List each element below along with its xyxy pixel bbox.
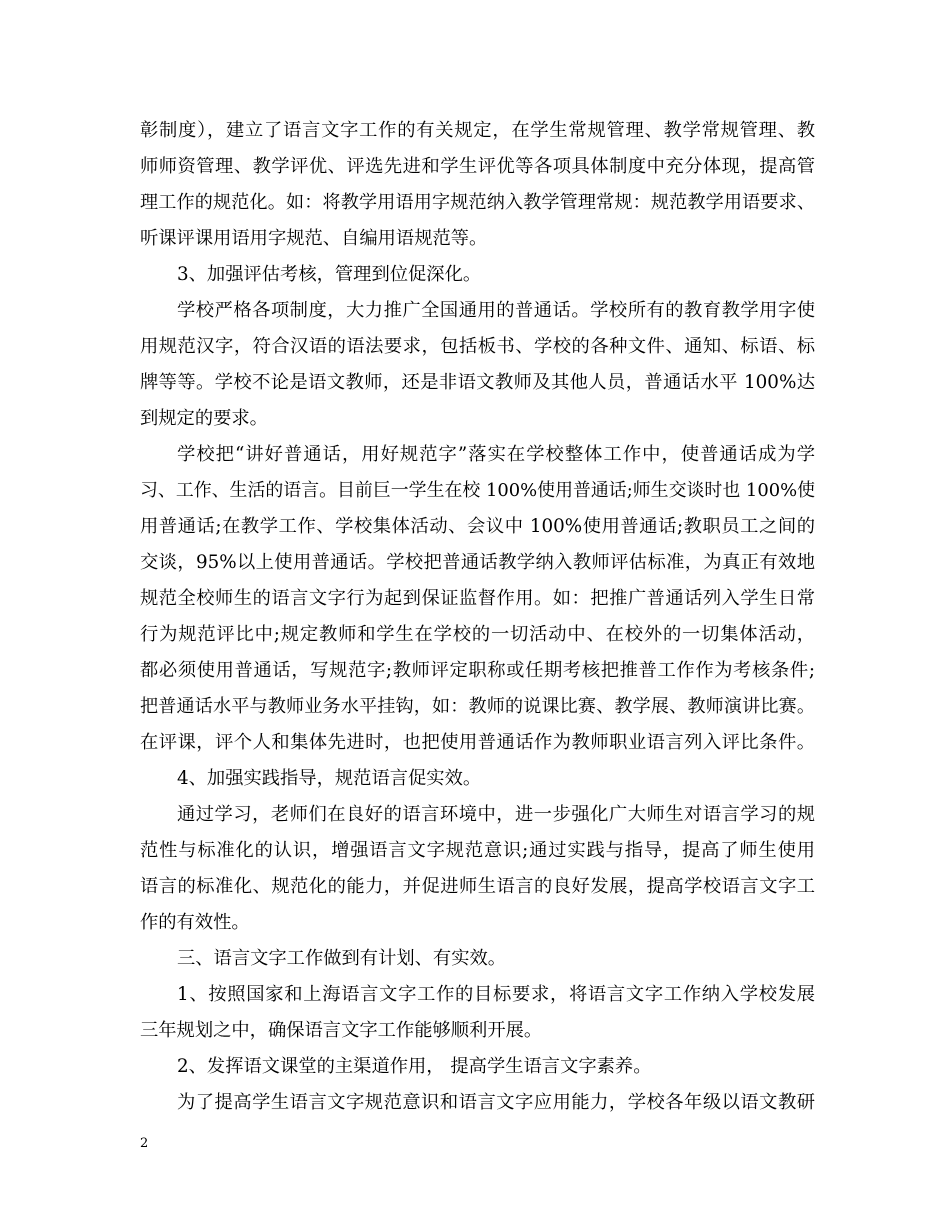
text-line: 师师资管理、教学评优、评选先进和学生评优等各项具体制度中充分体现，提高管 [140, 156, 815, 177]
text-line: 为了提高学生语言文字规范意识和语言文字应用能力，学校各年级以语文教研 [177, 1092, 815, 1113]
text-line: 在评课，评个人和集体先进时，也把使用普通话作为教师职业语言列入评比条件。 [140, 732, 815, 753]
text-line: 把普通话水平与教师业务水平挂钩，如：教师的说课比赛、教学展、教师演讲比赛。 [140, 696, 815, 717]
text-line: 到规定的要求。 [140, 408, 268, 429]
text-line: 学校把“讲好普通话，用好规范字”落实在学校整体工作中，使普通话成为学 [177, 444, 815, 465]
text-line: 学校严格各项制度，大力推广全国通用的普通话。学校所有的教育教学用字使 [177, 300, 815, 321]
document-body [140, 113, 815, 1121]
text-line: 用规范汉字，符合汉语的语法要求，包括板书、学校的各种文件、通知、标语、标 [140, 336, 815, 357]
text-line: 交谈，95%以上使用普通话。学校把普通话教学纳入教师评估标准，为真正有效地 [140, 552, 815, 573]
page-number: 2 [140, 1136, 149, 1151]
text-line: 作的有效性。 [140, 912, 250, 933]
text-line: 理工作的规范化。如：将教学用语用字规范纳入教学管理常规：规范教学用语要求、 [140, 192, 815, 213]
text-line: 三、语言文字工作做到有计划、有实效。 [177, 948, 507, 969]
text-line: 3、加强评估考核，管理到位促深化。 [177, 264, 482, 285]
text-line: 规范全校师生的语言文字行为起到保证监督作用。如：把推广普通话列入学生日常 [140, 588, 815, 609]
text-line: 通过学习，老师们在良好的语言环境中，进一步强化广大师生对语言学习的规 [177, 804, 815, 825]
text-line: 三年规划之中，确保语言文字工作能够顺利开展。 [140, 1020, 543, 1041]
text-line: 行为规范评比中;规定教师和学生在学校的一切活动中、在校外的一切集体活动， [140, 624, 815, 645]
text-line: 4、加强实践指导，规范语言促实效。 [177, 768, 482, 789]
text-line: 范性与标准化的认识，增强语言文字规范意识;通过实践与指导，提高了师生使用 [140, 840, 815, 861]
text-line: 牌等等。学校不论是语文教师，还是非语文教师及其他人员，普通话水平 100%达 [140, 372, 815, 393]
text-line: 1、按照国家和上海语言文字工作的目标要求，将语言文字工作纳入学校发展 [177, 984, 815, 1005]
text-line: 2、发挥语文课堂的主渠道作用， 提高学生语言文字素养。 [177, 1056, 652, 1077]
text-line: 用普通话;在教学工作、学校集体活动、会议中 100%使用普通话;教职员工之间的 [140, 516, 815, 537]
text-line: 彰制度），建立了语言文字工作的有关规定，在学生常规管理、教学常规管理、教 [140, 120, 815, 141]
text-line: 都必须使用普通话，写规范字;教师评定职称或任期考核把推普工作作为考核条件; [140, 660, 815, 681]
text-line: 语言的标准化、规范化的能力，并促进师生语言的良好发展，提高学校语言文字工 [140, 876, 815, 897]
text-line: 习、工作、生活的语言。目前巨一学生在校 100%使用普通话;师生交谈时也 100%使 [140, 480, 815, 501]
text-line: 听课评课用语用字规范、自编用语规范等。 [140, 228, 488, 249]
